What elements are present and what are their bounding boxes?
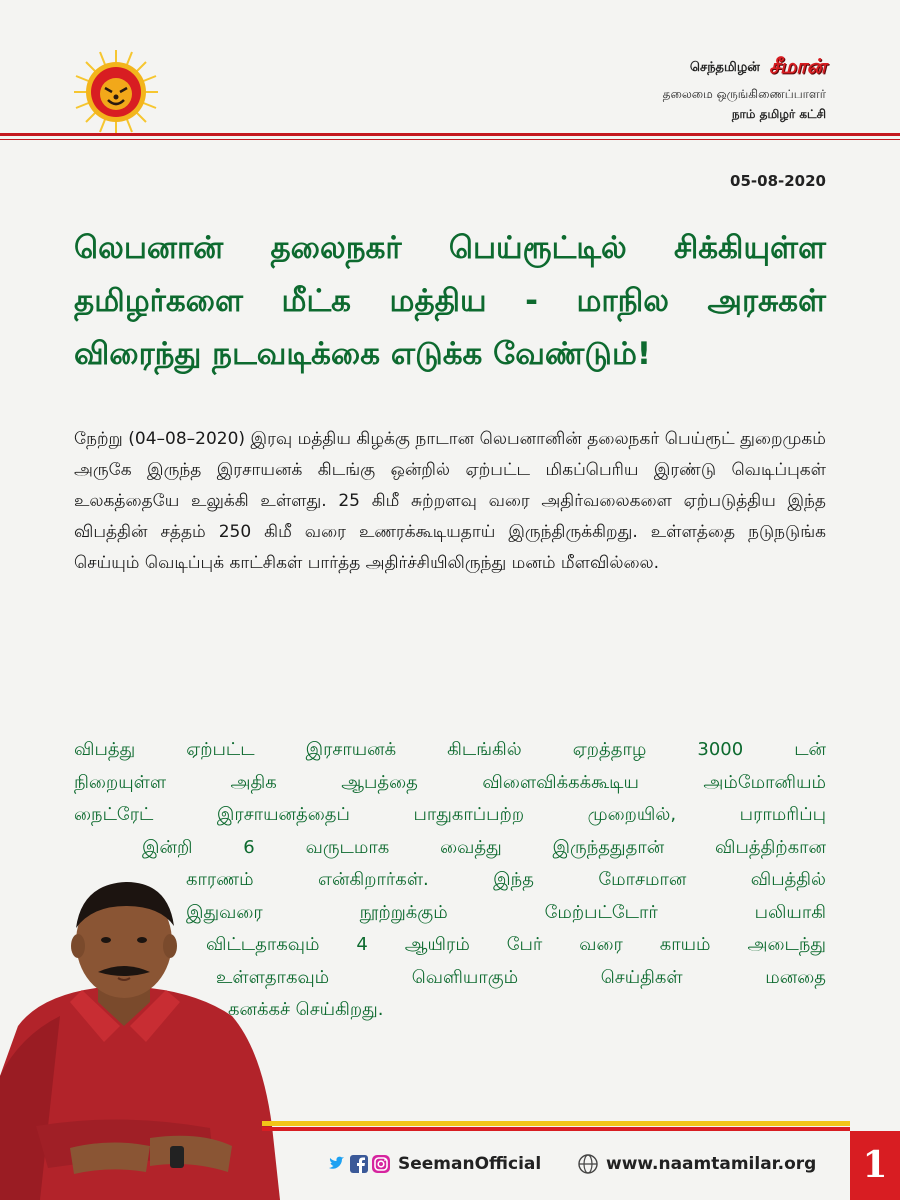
headline-line: விரைந்து நடவடிக்கை எடுக்க வேண்டும்! [74, 336, 652, 372]
footer-band-red [262, 1127, 850, 1131]
paragraph-line: உள்ளதாகவும் வெளியாகும் செய்திகள் மனதை [216, 966, 826, 988]
paragraph-line: நைட்ரேட் இரசாயனத்தைப் பாதுகாப்பற்ற முறையில், பராமரிப்பு [74, 804, 826, 825]
body-paragraph-1: நேற்று (04–08–2020) இரவு மத்திய கிழக்கு நாடான லெபனானின் தலைநகர் பெய்ரூட் துறைமுகம் அருகே இருந்த இரசாயனக் கிடங்கு ஒன்றில் ஏற்பட்ட மிகப்பெரிய இரண்டு வெடிப்புகள் உலகத்தையே உலுக்கி உள்ளது. 25 கிமீ சுற்றளவு வரை அதிர்வலைகளை ஏற்படுத்திய இந்த விபத்தின் சத்தம் 250 கிமீ வரை உணரக்கூடியதாய் இருந்திருக்கிறது. உள்ளத்தை நடுநடுங்க செய்யும் வெடிப்புக் காட்சிகள் பார்த்த அதிர்ச்சியிலிருந்து மனம் மீளவில்லை. [74, 429, 826, 573]
instagram-icon[interactable] [372, 1155, 390, 1173]
headline-line: லெபனான் தலைநகர் பெய்ரூட்டில் சிக்கியுள்ள [74, 230, 826, 266]
header-branding [663, 54, 826, 123]
header-party: நாம் தமிழர் கட்சி [731, 107, 826, 121]
leader-portrait [0, 876, 290, 1200]
footer-website [578, 1154, 816, 1174]
headline [74, 222, 826, 381]
paragraph-line: விபத்து ஏற்பட்ட இரசாயனக் கிடங்கில் ஏறத்தாழ 3000 டன் [74, 739, 826, 760]
header-name-prefix: செந்தமிழன் [689, 60, 760, 75]
paragraph-line: இன்றி 6 வருடமாக வைத்து இருந்ததுதான் விபத்திற்கான [142, 836, 826, 858]
header-name-brand: சீமான் [768, 54, 826, 78]
paragraph-line: விட்டதாகவும் 4 ஆயிரம் பேர் வரை காயம் அடைந்து [206, 934, 826, 955]
header-role: தலைமை ஒருங்கிணைப்பாளர் [662, 87, 826, 101]
paragraph-line: இதுவரை நூற்றுக்கும் மேற்பட்டோர் பலியாகி [186, 901, 826, 923]
www-globe-icon [578, 1154, 598, 1174]
facebook-icon[interactable] [350, 1155, 368, 1173]
header-divider-thin [0, 139, 900, 140]
paragraph-line: காரணம் என்கிறார்கள். இந்த மோசமான விபத்தில் [186, 869, 826, 890]
paragraph-line: கனக்கச் செய்கிறது. [228, 999, 384, 1020]
header-divider-thick [0, 133, 900, 136]
footer-social [328, 1154, 541, 1174]
paragraph-line: நிறையுள்ள அதிக ஆபத்தை விளைவிக்கக்கூடிய அம்மோனியம் [74, 771, 826, 793]
footer-band-yellow [262, 1121, 850, 1126]
social-handle[interactable]: SeemanOfficial [398, 1154, 542, 1174]
twitter-icon[interactable] [328, 1155, 346, 1173]
tiger-emblem-icon [72, 48, 160, 136]
website-link[interactable]: www.naamtamilar.org [606, 1154, 817, 1174]
page-number: 1 [850, 1131, 900, 1200]
headline-line: தமிழர்களை மீட்க மத்திய - மாநில அரசுகள் [74, 283, 826, 319]
release-date: 05-08-2020 [730, 172, 826, 190]
